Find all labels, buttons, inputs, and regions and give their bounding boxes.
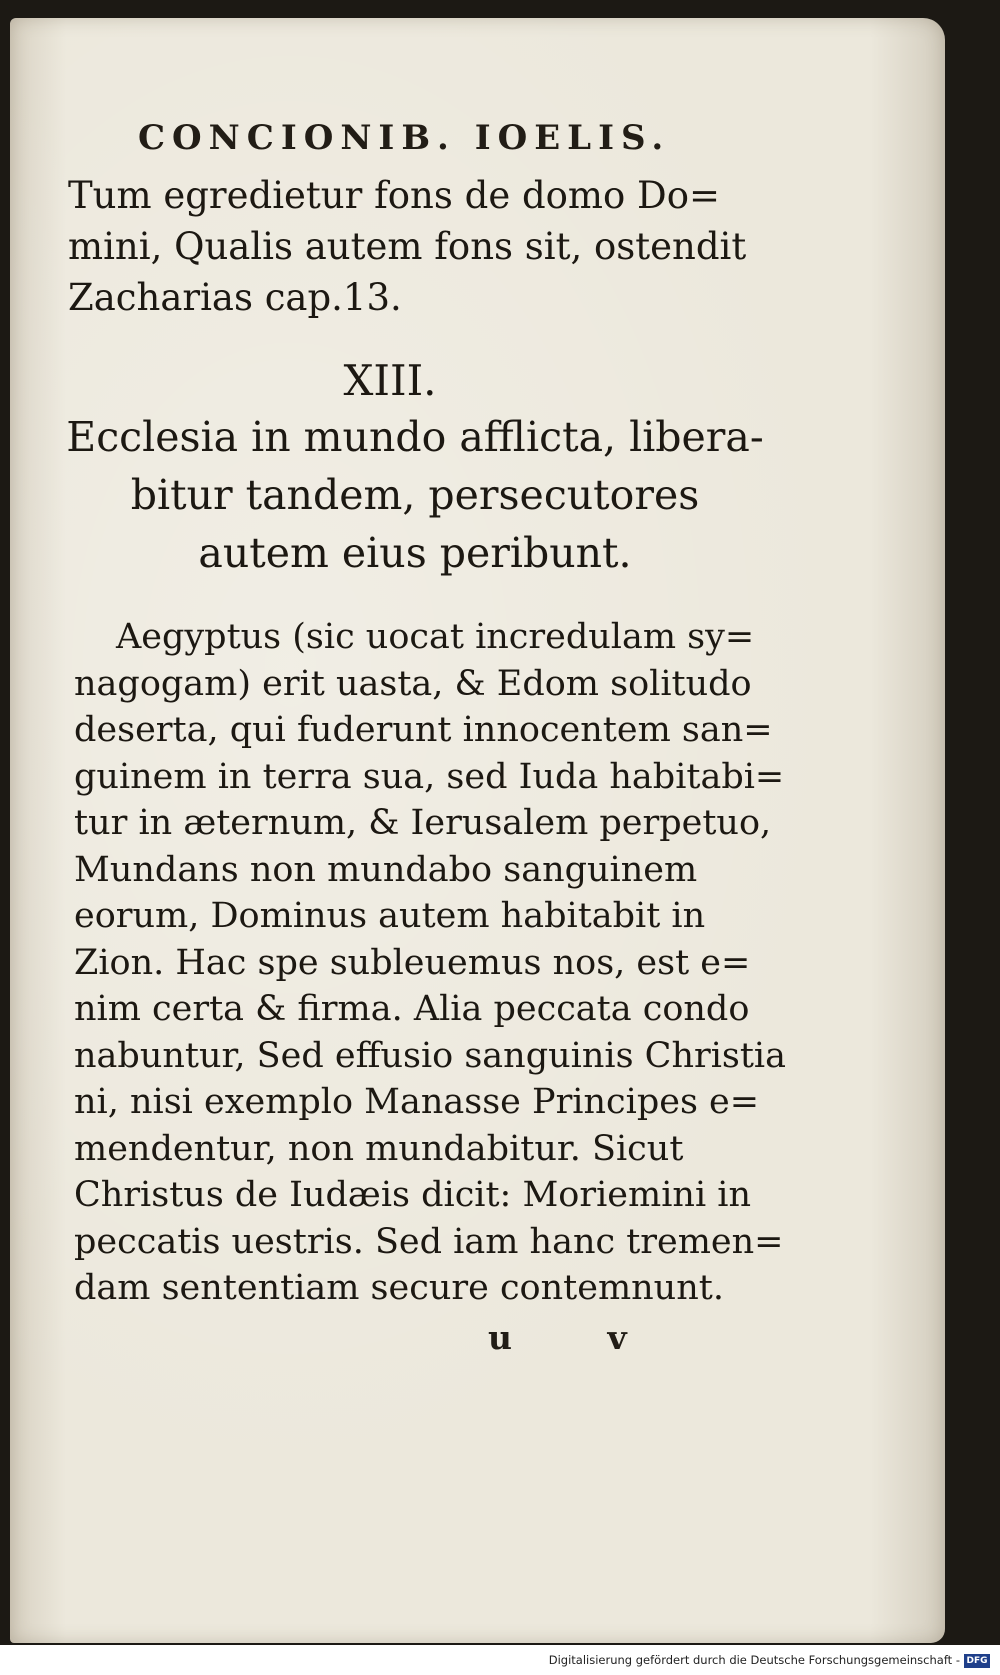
heading-line: autem eius peribunt. — [198, 529, 632, 577]
text-line: nabuntur, Sed effusio sanguinis Christia — [74, 1035, 786, 1076]
text-line: Zacharias cap.13. — [68, 276, 402, 319]
text-line: Christus de Iudæis dicit: Moriemini in — [74, 1175, 751, 1215]
text-line: Zion. Hac spe subleuemus nos, est e= — [74, 942, 751, 983]
text-line: Mundans non mundabo sanguinem — [74, 849, 698, 890]
book-page — [10, 18, 945, 1643]
section-heading — [65, 408, 765, 582]
text-line: dam sententiam secure contemnunt. — [74, 1268, 724, 1308]
intro-paragraph — [68, 170, 773, 323]
section-number: XIII. — [343, 356, 437, 405]
signature-mark: u v — [488, 1318, 669, 1357]
text-line: Tum egredietur fons de domo Do= — [68, 174, 720, 217]
footer-bar — [0, 1645, 1000, 1675]
text-line: ni, nisi exemplo Manasse Principes e= — [74, 1082, 760, 1122]
text-line: nagogam) erit uasta, & Edom solitudo — [74, 663, 752, 704]
heading-line: bitur tandem, persecutores — [130, 471, 700, 519]
body-paragraph — [74, 614, 786, 1312]
footer-credit: Digitalisierung gefördert durch die Deutsche Forschungsgemeinschaft - — [548, 1653, 960, 1667]
text-line: eorum, Dominus autem habitabit in — [74, 896, 706, 936]
text-line: deserta, qui fuderunt innocentem san= — [74, 710, 773, 750]
text-line: tur in æternum, & Ierusalem perpetuo, — [74, 803, 772, 843]
text-line: Aegyptus (sic uocat incredulam sy= — [116, 617, 755, 657]
running-head: CONCIONIB. IOELIS. — [138, 118, 671, 158]
text-line: nim certa & firma. Alia peccata condo — [74, 989, 750, 1029]
text-line: mini, Qualis autem fons sit, ostendit — [68, 225, 747, 268]
text-line: peccatis uestris. Sed iam hanc tremen= — [74, 1221, 784, 1262]
dfg-logo-icon: DFG — [964, 1654, 990, 1668]
heading-line: Ecclesia in mundo afflicta, libera- — [66, 413, 764, 461]
text-line: guinem in terra sua, sed Iuda habitabi= — [74, 756, 785, 797]
text-line: mendentur, non mundabitur. Sicut — [74, 1128, 684, 1169]
